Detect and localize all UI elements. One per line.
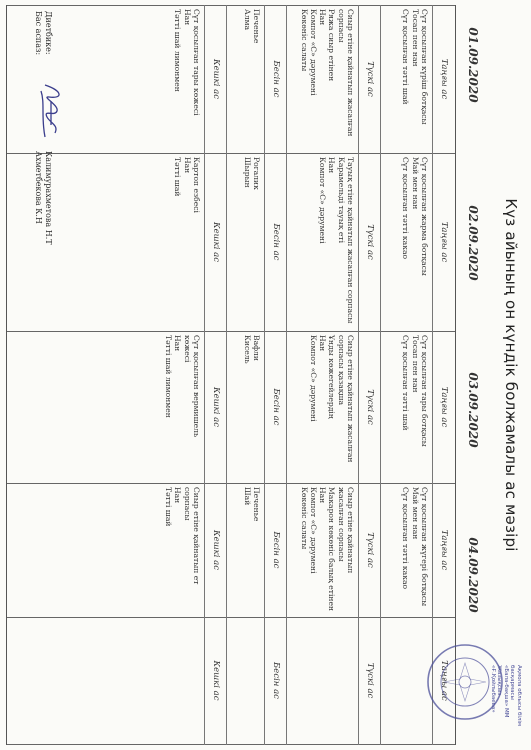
menu-item: Ұнды көжегейлердің	[327, 335, 337, 419]
dinner-list	[173, 157, 201, 329]
snack-list	[242, 487, 261, 615]
date-col-4: 04.09.2020	[466, 537, 480, 613]
signature-block	[13, 11, 53, 411]
menu-item: сорпасы қазақша	[336, 335, 346, 405]
lunch-label: Түскі ас	[365, 389, 375, 425]
menu-item: Тосап пен нан	[410, 335, 420, 393]
breakfast-list	[401, 487, 429, 615]
menu-item: Нан	[327, 157, 337, 174]
menu-item: Компот «С» дәрумені	[318, 157, 328, 244]
menu-item: Компот «С» дәрумені	[308, 9, 318, 96]
day-column-2	[7, 153, 455, 331]
head-cook-name: Ахметбекова К.Н	[34, 151, 43, 224]
menu-item: Сүт қосылған тәтті какао	[401, 487, 411, 590]
dietitian-label: Диетбике:	[44, 11, 53, 55]
menu-item: Тәтті шай лимонмен	[173, 9, 183, 92]
menu-item: Ряжа сиыр етінен	[327, 9, 337, 82]
menu-item: Нан	[173, 487, 183, 504]
day-column-3	[7, 331, 455, 483]
dinner-label: Кешкі ас	[211, 59, 221, 99]
lunch-label: Түскі ас	[365, 662, 375, 699]
day-column-5	[7, 617, 455, 744]
menu-item: Шай	[242, 487, 252, 506]
menu-item: Сүт қосылған күріш ботқасы	[420, 9, 429, 125]
stamp-line: «Бала-бақша» ММ	[503, 665, 509, 718]
menu-item: Сүт қосылған тары көжесі	[192, 9, 201, 116]
lunch-label: Түскі ас	[365, 61, 375, 97]
menu-item: Тәтті шай лимонмен	[164, 335, 174, 418]
dinner-list	[164, 335, 201, 481]
signature-labels	[33, 11, 53, 55]
menu-item: Нан	[318, 335, 328, 352]
dietitian-name: Калимурахметова Н.Т	[44, 151, 53, 245]
snack-list	[242, 335, 261, 481]
breakfast-label: Таңғы ас	[439, 386, 449, 428]
menu-item: Вафли	[252, 335, 261, 361]
menu-item: жасалған сорпасы	[336, 487, 346, 562]
rotated-menu-sheet	[5, 5, 526, 745]
menu-item: Сүт қосылған тәтті какао	[401, 157, 411, 260]
breakfast-label: Таңғы ас	[439, 221, 449, 263]
snack-label: Бесін ас	[271, 60, 281, 98]
menu-item: Печенье	[252, 9, 261, 44]
menu-item: Компот «С» дәрумені	[308, 335, 318, 422]
stamp-line: Ақмола облысы білім басқармасы	[509, 665, 522, 727]
menu-item: Нан	[182, 157, 192, 174]
dinner-list	[164, 487, 201, 615]
dinner-label: Кешкі ас	[211, 660, 221, 701]
menu-item: Нан	[182, 9, 192, 26]
menu-item: Карамельді тауық еті	[336, 157, 346, 244]
snack-list	[242, 9, 261, 151]
menu-item: Тосап пен нан	[410, 9, 420, 67]
menu-item: Сиыр етіне қайнатып жасалған	[346, 9, 355, 137]
menu-item: Компот «С» дәрумені	[308, 487, 318, 574]
lunch-list	[299, 487, 355, 615]
snack-label: Бесін ас	[271, 662, 281, 699]
dinner-label: Кешкі ас	[211, 530, 221, 570]
menu-table	[6, 5, 456, 745]
menu-item: Көкөніс салаты	[299, 487, 309, 550]
date-col-2: 02.09.2020	[466, 205, 480, 281]
snack-list	[242, 157, 261, 329]
menu-item: Печенье	[252, 487, 261, 522]
snack-label: Бесін ас	[271, 531, 281, 569]
menu-item: Нан	[318, 9, 328, 26]
menu-item: Май мен нан	[410, 487, 420, 540]
menu-item: Сүт қосылған тары ботқасы	[420, 335, 429, 447]
breakfast-label: Таңғы ас	[439, 529, 449, 571]
menu-title: Күз айының он күндік болжамалы ас мәзірі	[502, 198, 520, 552]
breakfast-list	[401, 9, 429, 151]
menu-item: көжесі	[182, 335, 192, 363]
date-col-3: 03.09.2020	[466, 372, 480, 448]
table-border-right	[7, 744, 455, 745]
menu-item: Сүт қосылған жарма ботқасы	[420, 157, 429, 276]
date-col-1: 01.09.2020	[466, 27, 480, 103]
snack-label: Бесін ас	[271, 388, 281, 426]
menu-item: Алма	[242, 9, 252, 31]
day-column-4	[7, 483, 455, 617]
day-column-1	[7, 5, 455, 153]
signature-names	[33, 151, 53, 245]
menu-item: Шырын	[242, 157, 252, 188]
menu-item: Тәтті шай	[164, 487, 174, 527]
lunch-label: Түскі ас	[365, 224, 375, 260]
snack-label: Бесін ас	[271, 223, 281, 261]
menu-item: Макарон көкөніс балық етінен	[327, 487, 337, 611]
head-cook-label: Бас аспаз:	[34, 11, 43, 56]
menu-item: Тауық етіне қайнатып жасалған сорпасы	[346, 157, 355, 324]
menu-item: Сиыр етіне қайнатып ет	[192, 487, 201, 585]
menu-item: сорпасы	[336, 9, 346, 43]
dinner-label: Кешкі ас	[211, 387, 221, 427]
lunch-list	[299, 9, 355, 151]
menu-item: Май мен нан	[410, 157, 420, 210]
menu-item: Кисель	[242, 335, 252, 364]
stamp-text	[490, 665, 523, 745]
date-header-row	[458, 5, 480, 745]
menu-item: Көкөніс салаты	[299, 9, 309, 72]
lunch-list	[309, 335, 355, 481]
menu-item: Тәтті шай	[173, 157, 183, 197]
breakfast-label: Таңғы ас	[439, 58, 449, 100]
menu-item: Сиыр етіне қайнатып жасалған	[346, 335, 355, 463]
menu-item: Нан	[173, 335, 183, 352]
handwritten-signature	[37, 81, 67, 141]
dinner-list	[173, 9, 201, 151]
breakfast-label: Таңғы ас	[439, 660, 449, 701]
menu-item: Картоп езбесі	[192, 157, 201, 213]
lunch-label: Түскі ас	[365, 532, 375, 568]
stamp-line: Жазықсыз	[496, 665, 503, 696]
menu-item: Сүт қосылған вермишель	[192, 335, 201, 438]
menu-item: Рогалик	[252, 157, 261, 190]
menu-item: сорпасы	[182, 487, 192, 521]
menu-item: Сүт қосылған тәтті шай	[401, 9, 411, 105]
stamp-line: «Ғ.Қойлыбаева»	[490, 665, 496, 713]
menu-item: Сиыр етіне қайнатып	[346, 487, 355, 574]
breakfast-list	[401, 335, 429, 481]
menu-item: Сүт қосылған жүгері ботқасы	[420, 487, 429, 607]
lunch-list	[318, 157, 355, 329]
breakfast-list	[401, 157, 429, 329]
menu-item: Нан	[318, 487, 328, 504]
dinner-label: Кешкі ас	[211, 222, 221, 262]
menu-item: Сүт қосылған тәтті шай	[401, 335, 411, 431]
